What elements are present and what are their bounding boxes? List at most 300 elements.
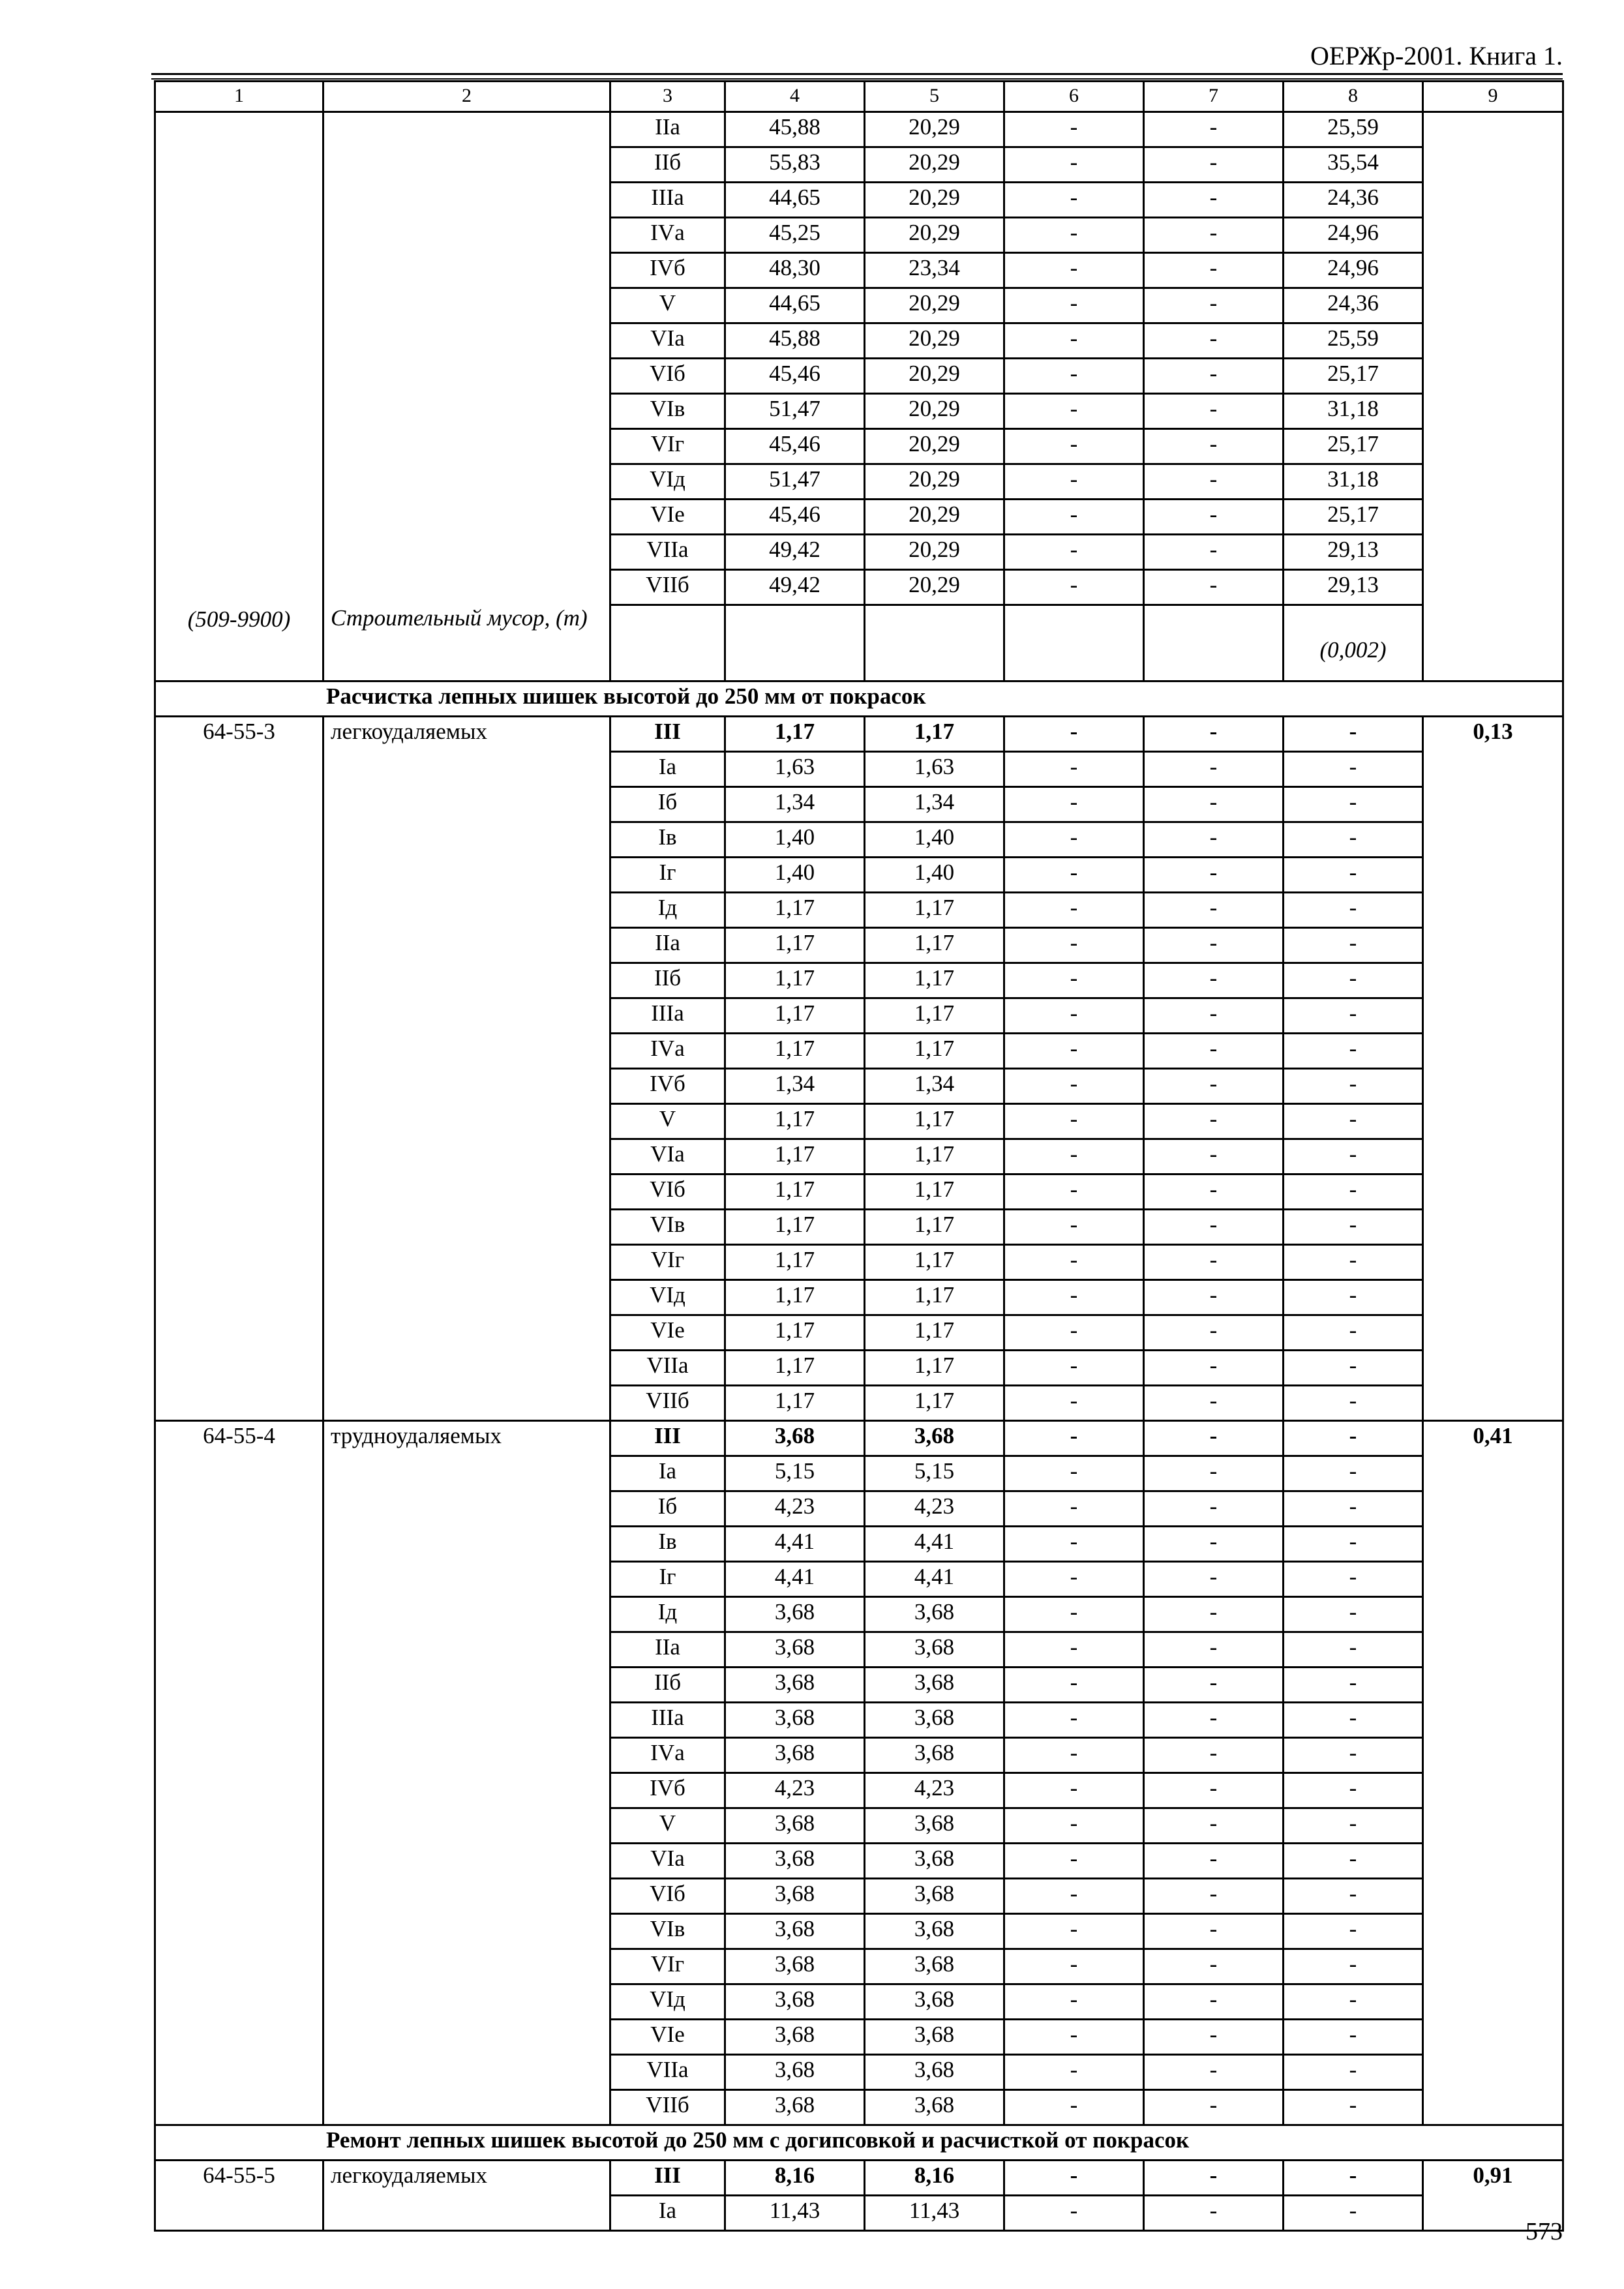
driver-cost-cell: - [1144,787,1284,822]
section-title: Расчистка лепных шишек высотой до 250 мм от покрасок [155,681,1563,717]
driver-cost-cell: - [1144,1245,1284,1280]
machine-cost-cell: - [1004,253,1144,288]
driver-cost-cell: - [1144,963,1284,998]
labor-cost-cell: 1,17 [865,1315,1004,1351]
machine-cost-cell: - [1004,1703,1144,1738]
zone-cell: VIIа [610,1351,725,1386]
labor-cost-cell: 20,29 [865,323,1004,359]
item-name: легкоудаляемых [323,2161,610,2231]
driver-cost-cell: - [1144,1773,1284,1808]
material-cost-cell: - [1284,1527,1423,1562]
machine-cost-cell: - [1004,1773,1144,1808]
material-cost-cell: - [1284,1597,1423,1632]
machine-cost-cell: - [1004,1949,1144,1984]
page-number: 573 [1526,2218,1563,2245]
machine-cost-cell: - [1004,1139,1144,1174]
labor-cost-cell: 3,68 [865,1914,1004,1949]
machine-cost-cell: - [1004,1527,1144,1562]
material-cost-cell: - [1284,1034,1423,1069]
machine-cost-cell: - [1004,1844,1144,1879]
driver-cost-cell: - [1144,1562,1284,1597]
total-cost-cell: 3,68 [725,1738,865,1773]
material-cost-cell: - [1284,2020,1423,2055]
machine-cost-cell: - [1004,963,1144,998]
driver-cost-cell: - [1144,359,1284,394]
driver-cost-cell: - [1144,2020,1284,2055]
zone-cell: VIIа [610,2055,725,2090]
machine-cost-cell: - [1004,1174,1144,1210]
zone-cell: VIб [610,359,725,394]
total-cost-cell: 3,68 [725,2020,865,2055]
labor-cost-cell: 1,17 [865,963,1004,998]
labor-cost-cell: 1,34 [865,1069,1004,1104]
driver-cost-cell: - [1144,253,1284,288]
total-cost-cell: 49,42 [725,535,865,570]
driver-cost-cell: - [1144,1351,1284,1386]
machine-cost-cell: - [1004,288,1144,323]
labor-cost-cell: 20,29 [865,218,1004,253]
total-cost-cell: 3,68 [725,1949,865,1984]
machine-cost-cell: - [1004,1879,1144,1914]
machine-cost-cell: - [1004,2090,1144,2125]
material-cost-cell: - [1284,1139,1423,1174]
material-cost-cell: 25,17 [1284,429,1423,464]
estimate-table [154,80,1564,2232]
material-cost-cell: - [1284,787,1423,822]
total-cost-cell: 45,46 [725,500,865,535]
zone-cell: Iа [610,752,725,787]
zone-cell: VIв [610,394,725,429]
empty-cell [1004,605,1144,681]
total-cost-cell: 1,17 [725,1351,865,1386]
total-cost-cell: 1,17 [725,893,865,928]
material-cost-cell: - [1284,1315,1423,1351]
material-cost-cell: 25,17 [1284,359,1423,394]
total-cost-cell: 1,34 [725,787,865,822]
material-cost-cell: - [1284,1844,1423,1879]
driver-cost-cell: - [1144,1139,1284,1174]
column-number: 9 [1423,82,1563,112]
driver-cost-cell: - [1144,2055,1284,2090]
labor-cost-cell: 3,68 [865,1703,1004,1738]
total-cost-cell: 4,23 [725,1773,865,1808]
total-cost-cell: 51,47 [725,464,865,500]
material-cost-cell: - [1284,1386,1423,1421]
total-cost-cell: 4,41 [725,1562,865,1597]
zone-cell: Iд [610,893,725,928]
machine-cost-cell: - [1004,2196,1144,2231]
driver-cost-cell: - [1144,1808,1284,1844]
total-cost-cell: 3,68 [725,1703,865,1738]
zone-cell: VIа [610,1139,725,1174]
machine-cost-cell: - [1004,1491,1144,1527]
machine-cost-cell: - [1004,147,1144,183]
labor-cost-cell: 1,40 [865,858,1004,893]
zone-cell: IIб [610,1668,725,1703]
total-cost-cell: 45,46 [725,359,865,394]
material-cost-cell: - [1284,2055,1423,2090]
item-code: 64-55-3 [155,717,323,1421]
labor-cost-cell: 1,17 [865,717,1004,752]
material-cost-cell: 24,96 [1284,253,1423,288]
labor-cost-cell: 1,17 [865,998,1004,1034]
driver-cost-cell: - [1144,1315,1284,1351]
material-cost-cell: - [1284,1949,1423,1984]
labor-cost-cell: 1,17 [865,1174,1004,1210]
total-cost-cell: 11,43 [725,2196,865,2231]
labor-cost-cell: 20,29 [865,147,1004,183]
total-cost-cell: 3,68 [725,1668,865,1703]
labor-cost-cell: 3,68 [865,2020,1004,2055]
driver-cost-cell: - [1144,1421,1284,1456]
zone-cell: IVа [610,1034,725,1069]
driver-cost-cell: - [1144,1668,1284,1703]
material-cost-cell: 31,18 [1284,464,1423,500]
driver-cost-cell: - [1144,1104,1284,1139]
total-cost-cell: 1,40 [725,858,865,893]
zone-cell: V [610,288,725,323]
machine-cost-cell: - [1004,464,1144,500]
labor-hours-cell: 0,41 [1423,1421,1563,2125]
labor-cost-cell: 1,40 [865,822,1004,858]
driver-cost-cell: - [1144,822,1284,858]
machine-cost-cell: - [1004,1808,1144,1844]
driver-cost-cell: - [1144,464,1284,500]
machine-cost-cell: - [1004,1668,1144,1703]
labor-cost-cell: 1,34 [865,787,1004,822]
table-row [155,2161,1563,2196]
empty-cell [865,605,1004,681]
machine-cost-cell: - [1004,112,1144,147]
material-cost-cell: - [1284,1456,1423,1491]
material-cost-cell: 25,59 [1284,323,1423,359]
material-cost-cell: - [1284,752,1423,787]
labor-hours-cell: 0,91 [1423,2161,1563,2231]
zone-cell: VIа [610,323,725,359]
machine-cost-cell: - [1004,2161,1144,2196]
machine-cost-cell: - [1004,1315,1144,1351]
driver-cost-cell: - [1144,1984,1284,2020]
zone-cell: IVб [610,1773,725,1808]
total-cost-cell: 1,17 [725,1210,865,1245]
header-rule-secondary [151,78,1563,80]
labor-cost-cell: 3,68 [865,1844,1004,1879]
total-cost-cell: 3,68 [725,1808,865,1844]
labor-cost-cell: 1,17 [865,1245,1004,1280]
empty-cell [1144,605,1284,681]
driver-cost-cell: - [1144,1703,1284,1738]
total-cost-cell: 1,17 [725,1139,865,1174]
zone-cell: IVа [610,218,725,253]
material-cost-cell: - [1284,1808,1423,1844]
zone-cell: Iб [610,787,725,822]
labor-cost-cell: 4,41 [865,1527,1004,1562]
total-cost-cell: 1,63 [725,752,865,787]
zone-cell: IIIа [610,1703,725,1738]
total-cost-cell: 3,68 [725,2055,865,2090]
labor-cost-cell: 1,17 [865,1351,1004,1386]
driver-cost-cell: - [1144,394,1284,429]
material-cost-cell: - [1284,822,1423,858]
material-cost-cell: - [1284,1668,1423,1703]
labor-cost-cell: 23,34 [865,253,1004,288]
labor-cost-cell: 1,17 [865,893,1004,928]
machine-cost-cell: - [1004,323,1144,359]
material-cost-cell: 29,13 [1284,570,1423,605]
labor-cost-cell: 4,23 [865,1773,1004,1808]
machine-cost-cell: - [1004,1069,1144,1104]
labor-cost-cell: 3,68 [865,1808,1004,1844]
material-cost-cell: - [1284,1491,1423,1527]
labor-cost-cell: 3,68 [865,1668,1004,1703]
column-number: 5 [865,82,1004,112]
driver-cost-cell: - [1144,2090,1284,2125]
labor-cost-cell: 20,29 [865,288,1004,323]
driver-cost-cell: - [1144,1491,1284,1527]
column-number: 8 [1284,82,1423,112]
total-cost-cell: 3,68 [725,1421,865,1456]
material-cost-cell: - [1284,928,1423,963]
driver-cost-cell: - [1144,1949,1284,1984]
machine-cost-cell: - [1004,1245,1144,1280]
machine-cost-cell: - [1004,535,1144,570]
zone-cell: VIв [610,1914,725,1949]
zone-cell: VIд [610,464,725,500]
driver-cost-cell: - [1144,218,1284,253]
total-cost-cell: 49,42 [725,570,865,605]
total-cost-cell: 45,25 [725,218,865,253]
zone-cell: VIб [610,1879,725,1914]
material-cost-cell: - [1284,1280,1423,1315]
total-cost-cell: 1,17 [725,717,865,752]
zone-cell: VIг [610,429,725,464]
material-cost-cell: - [1284,1351,1423,1386]
machine-cost-cell: - [1004,1738,1144,1773]
zone-cell: VIе [610,2020,725,2055]
labor-cost-cell: 20,29 [865,570,1004,605]
machine-cost-cell: - [1004,218,1144,253]
driver-cost-cell: - [1144,998,1284,1034]
material-cost-cell: 25,17 [1284,500,1423,535]
driver-cost-cell: - [1144,717,1284,752]
material-cost-cell: - [1284,1210,1423,1245]
total-cost-cell: 1,17 [725,1245,865,1280]
labor-cost-cell: 3,68 [865,1632,1004,1668]
machine-cost-cell: - [1004,1351,1144,1386]
material-cost-cell: - [1284,1914,1423,1949]
total-cost-cell: 3,68 [725,1879,865,1914]
driver-cost-cell: - [1144,1632,1284,1668]
machine-cost-cell: - [1004,787,1144,822]
total-cost-cell: 1,17 [725,928,865,963]
labor-cost-cell: 20,29 [865,464,1004,500]
labor-cost-cell: 3,68 [865,2090,1004,2125]
driver-cost-cell: - [1144,1210,1284,1245]
machine-cost-cell: - [1004,2055,1144,2090]
material-cost-cell: - [1284,1984,1423,2020]
total-cost-cell: 1,17 [725,998,865,1034]
zone-cell: III [610,717,725,752]
driver-cost-cell: - [1144,893,1284,928]
header-rule [151,73,1563,75]
zone-cell: VIIб [610,1386,725,1421]
total-cost-cell: 45,88 [725,323,865,359]
labor-cost-cell: 1,17 [865,1210,1004,1245]
total-cost-cell: 1,17 [725,1280,865,1315]
labor-cost-cell: 20,29 [865,535,1004,570]
material-cost-cell: 24,36 [1284,183,1423,218]
labor-cost-cell: 4,23 [865,1491,1004,1527]
zone-cell: VIд [610,1984,725,2020]
total-cost-cell: 44,65 [725,288,865,323]
zone-cell: VIIб [610,570,725,605]
labor-cost-cell: 3,68 [865,2055,1004,2090]
column-number: 4 [725,82,865,112]
zone-cell: Iа [610,2196,725,2231]
total-cost-cell: 48,30 [725,253,865,288]
driver-cost-cell: - [1144,1456,1284,1491]
driver-cost-cell: - [1144,1386,1284,1421]
debris-label: Строительный мусор, (т) [323,605,610,681]
material-cost-cell: - [1284,963,1423,998]
labor-cost-cell: 3,68 [865,1879,1004,1914]
driver-cost-cell: - [1144,1844,1284,1879]
zone-cell: IIб [610,147,725,183]
machine-cost-cell: - [1004,2020,1144,2055]
driver-cost-cell: - [1144,112,1284,147]
machine-cost-cell: - [1004,1210,1144,1245]
material-cost-cell: - [1284,2196,1423,2231]
labor-cost-cell: 3,68 [865,1738,1004,1773]
machine-cost-cell: - [1004,1104,1144,1139]
driver-cost-cell: - [1144,2196,1284,2231]
total-cost-cell: 1,17 [725,1315,865,1351]
labor-cost-cell: 20,29 [865,500,1004,535]
labor-cost-cell: 1,17 [865,1386,1004,1421]
driver-cost-cell: - [1144,323,1284,359]
name-cell-continued [323,112,610,605]
empty-cell [725,605,865,681]
column-number: 1 [155,82,323,112]
zone-cell: VIIб [610,2090,725,2125]
labor-cost-cell: 20,29 [865,394,1004,429]
material-cost-cell: - [1284,998,1423,1034]
section-title-row [155,681,1563,717]
table-row [155,1421,1563,1456]
machine-cost-cell: - [1004,752,1144,787]
material-cost-cell: - [1284,2161,1423,2196]
zone-cell: IVб [610,1069,725,1104]
total-cost-cell: 1,34 [725,1069,865,1104]
labor-cost-cell: 3,68 [865,1949,1004,1984]
document-header-title: ОЕРЖр-2001. Книга 1. [1310,41,1563,70]
total-cost-cell: 1,17 [725,1174,865,1210]
driver-cost-cell: - [1144,1527,1284,1562]
material-cost-cell: - [1284,2090,1423,2125]
zone-cell: VIг [610,1245,725,1280]
driver-cost-cell: - [1144,1174,1284,1210]
labor-cost-cell: 3,68 [865,1421,1004,1456]
total-cost-cell: 1,17 [725,963,865,998]
zone-cell: IIIа [610,998,725,1034]
labor-cost-cell: 1,17 [865,1139,1004,1174]
zone-cell: Iв [610,1527,725,1562]
driver-cost-cell: - [1144,147,1284,183]
machine-cost-cell: - [1004,183,1144,218]
driver-cost-cell: - [1144,183,1284,218]
material-cost-cell: - [1284,1104,1423,1139]
driver-cost-cell: - [1144,535,1284,570]
total-cost-cell: 3,68 [725,1632,865,1668]
machine-cost-cell: - [1004,570,1144,605]
labor-hours-cell: 0,13 [1423,717,1563,1421]
labor-cost-cell: 11,43 [865,2196,1004,2231]
zone-cell: VIа [610,1844,725,1879]
zone-cell: III [610,1421,725,1456]
driver-cost-cell: - [1144,2161,1284,2196]
labor-cost-cell: 5,15 [865,1456,1004,1491]
machine-cost-cell: - [1004,1597,1144,1632]
column-number-row [155,82,1563,112]
machine-cost-cell: - [1004,1562,1144,1597]
driver-cost-cell: - [1144,858,1284,893]
machine-cost-cell: - [1004,1386,1144,1421]
driver-cost-cell: - [1144,1069,1284,1104]
column-number: 7 [1144,82,1284,112]
driver-cost-cell: - [1144,752,1284,787]
zone-cell: VIб [610,1174,725,1210]
material-cost-cell: - [1284,1245,1423,1280]
material-cost-cell: - [1284,1632,1423,1668]
zone-cell: VIг [610,1949,725,1984]
material-cost-cell: - [1284,1703,1423,1738]
machine-cost-cell: - [1004,1034,1144,1069]
labor-cost-cell: 3,68 [865,1984,1004,2020]
material-cost-cell: - [1284,1738,1423,1773]
total-cost-cell: 45,88 [725,112,865,147]
labor-hours-cell [1423,112,1563,681]
zone-cell: IVа [610,1738,725,1773]
debris-code: (509-9900) [155,605,323,681]
zone-cell: V [610,1104,725,1139]
driver-cost-cell: - [1144,1738,1284,1773]
zone-cell: VIд [610,1280,725,1315]
total-cost-cell: 8,16 [725,2161,865,2196]
machine-cost-cell: - [1004,1984,1144,2020]
driver-cost-cell: - [1144,1914,1284,1949]
material-cost-cell: - [1284,893,1423,928]
labor-cost-cell: 1,17 [865,1034,1004,1069]
total-cost-cell: 51,47 [725,394,865,429]
zone-cell: VIIа [610,535,725,570]
zone-cell: Iа [610,1456,725,1491]
zone-cell: VIе [610,1315,725,1351]
machine-cost-cell: - [1004,998,1144,1034]
zone-cell: Iг [610,858,725,893]
zone-cell: Iд [610,1597,725,1632]
machine-cost-cell: - [1004,928,1144,963]
labor-cost-cell: 1,17 [865,1104,1004,1139]
machine-cost-cell: - [1004,359,1144,394]
material-cost-cell: - [1284,717,1423,752]
material-cost-cell: 31,18 [1284,394,1423,429]
material-cost-cell: - [1284,1562,1423,1597]
debris-value-cell [1284,605,1423,681]
material-cost-cell: 25,59 [1284,112,1423,147]
material-cost-cell: - [1284,1421,1423,1456]
material-cost-cell: 24,96 [1284,218,1423,253]
zone-cell: Iв [610,822,725,858]
